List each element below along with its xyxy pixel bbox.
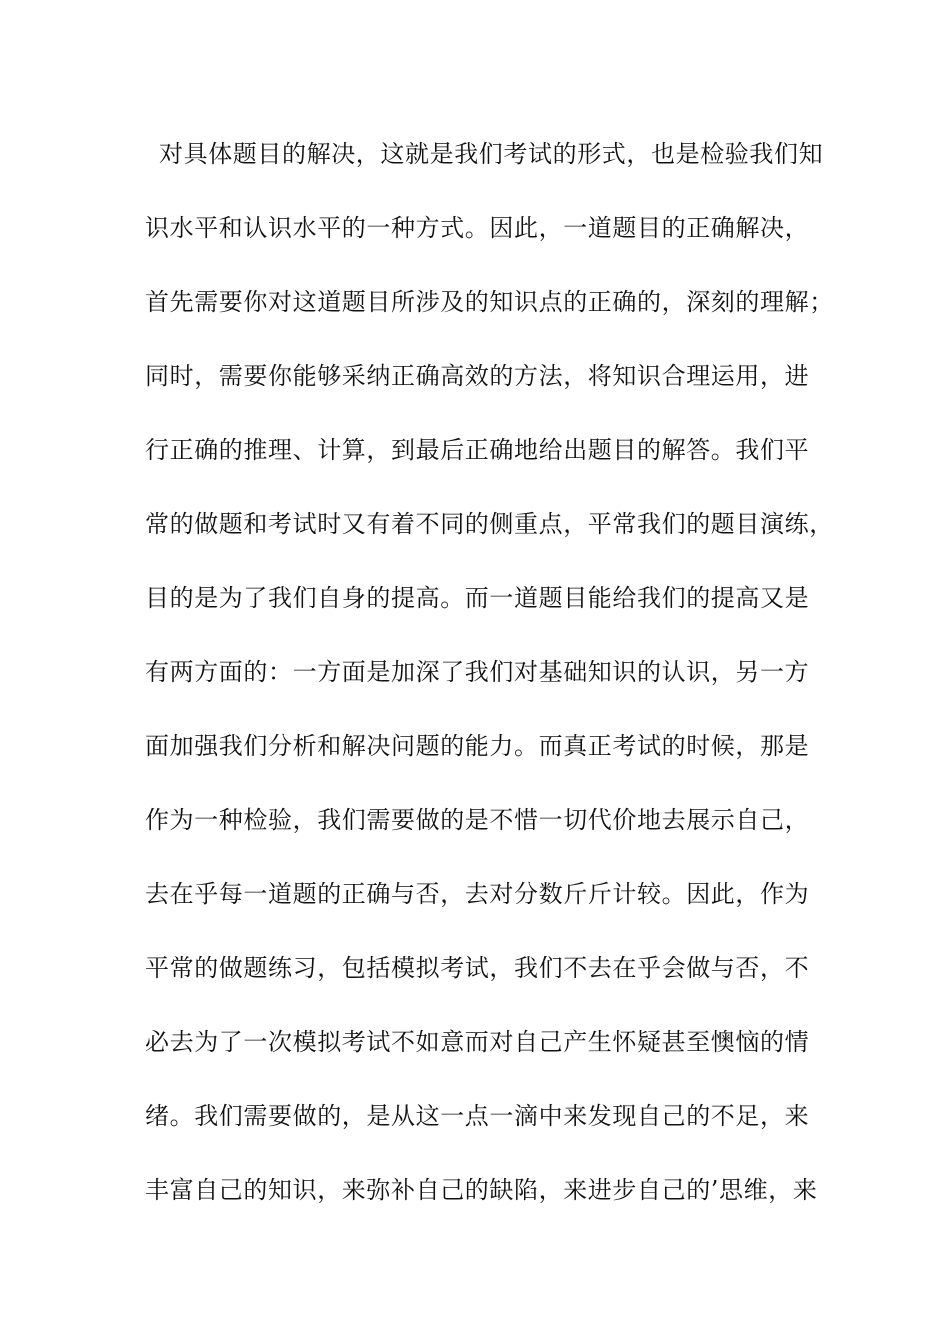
text-line-15: 丰富自己的知识，来弥补自己的缺陷，来进步自己的’思维，来 — [145, 1176, 818, 1204]
text-line-7: 目的是为了我们自身的提高。而一道题目能给我们的提高又是 — [145, 584, 810, 612]
text-line-3: 首先需要你对这道题目所涉及的知识点的正确的，深刻的理解； — [145, 288, 834, 316]
text-line-14: 绪。我们需要做的，是从这一点一滴中来发现自己的不足，来 — [145, 1102, 810, 1130]
text-line-2: 识水平和认识水平的一种方式。因此，一道题目的正确解决， — [145, 214, 810, 242]
text-line-10: 作为一种检验，我们需要做的是不惜一切代价地去展示自己， — [145, 806, 810, 834]
body-paragraph — [145, 128, 845, 1238]
text-line-5: 行正确的推理、计算，到最后正确地给出题目的解答。我们平 — [145, 436, 810, 464]
text-line-6: 常的做题和考试时又有着不同的侧重点，平常我们的题目演练， — [145, 510, 834, 538]
text-line-9: 面加强我们分析和解决问题的能力。而真正考试的时候，那是 — [145, 732, 810, 760]
text-line-13: 必去为了一次模拟考试不如意而对自己产生怀疑甚至懊恼的情 — [145, 1028, 810, 1056]
text-line-1: 对具体题目的解决，这就是我们考试的形式，也是检验我们知 — [159, 140, 824, 168]
text-line-4: 同时，需要你能够采纳正确高效的方法，将知识合理运用，进 — [145, 362, 810, 390]
text-line-12: 平常的做题练习，包括模拟考试，我们不去在乎会做与否，不 — [145, 954, 810, 982]
text-line-11: 去在乎每一道题的正确与否，去对分数斤斤计较。因此，作为 — [145, 880, 810, 908]
text-line-8: 有两方面的：一方面是加深了我们对基础知识的认识，另一方 — [145, 658, 810, 686]
